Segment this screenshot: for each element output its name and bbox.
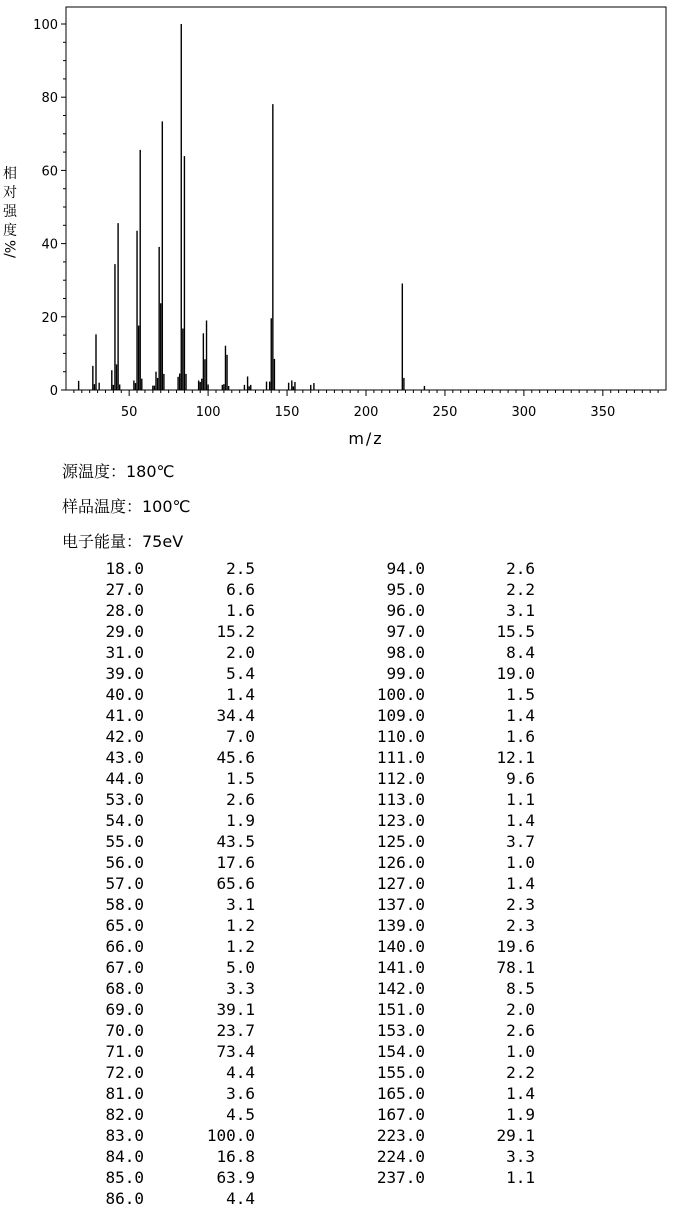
peak-intensity: 5.4 [226, 664, 255, 683]
peak-mz: 113.0 [376, 790, 425, 809]
peak-mz: 84.0 [105, 1147, 144, 1166]
peak-intensity: 78.1 [496, 958, 535, 977]
peak-intensity: 8.4 [506, 643, 535, 662]
peak-mz: 54.0 [105, 811, 144, 830]
peak-mz: 126.0 [376, 853, 425, 872]
peak-intensity: 2.2 [506, 1063, 535, 1082]
peak-intensity: 2.3 [506, 916, 535, 935]
peak-mz: 28.0 [105, 601, 144, 620]
peak-mz: 137.0 [376, 895, 425, 914]
peak-mz: 67.0 [105, 958, 144, 977]
x-axis [74, 390, 658, 420]
peak-intensity: 63.9 [216, 1168, 255, 1187]
peak-intensity: 1.0 [506, 1042, 535, 1061]
peak-mz: 123.0 [376, 811, 425, 830]
peak-intensity: 29.1 [496, 1126, 535, 1145]
peak-intensity: 12.1 [496, 748, 535, 767]
peak-intensity: 16.8 [216, 1147, 255, 1166]
peak-intensity: 1.5 [226, 769, 255, 788]
x-tick-label: 100 [195, 405, 221, 420]
peak-intensity: 1.4 [506, 1084, 535, 1103]
peak-mz: 98.0 [386, 643, 425, 662]
peak-intensity: 1.6 [226, 601, 255, 620]
peak-intensity: 2.0 [506, 1000, 535, 1019]
y-axis [33, 18, 66, 399]
peak-mz: 151.0 [376, 1000, 425, 1019]
peak-mz: 142.0 [376, 979, 425, 998]
peak-intensity: 15.2 [216, 622, 255, 641]
peak-intensity: 1.4 [226, 685, 255, 704]
peak-mz: 39.0 [105, 664, 144, 683]
x-tick-label: 200 [353, 405, 379, 420]
peak-mz: 154.0 [376, 1042, 425, 1061]
peak-intensity: 3.6 [226, 1084, 255, 1103]
peak-intensity: 17.6 [216, 853, 255, 872]
peak-mz: 42.0 [105, 727, 144, 746]
y-tick-label: 60 [41, 164, 58, 180]
y-axis-label [1, 165, 18, 258]
peak-intensity: 1.4 [506, 706, 535, 725]
peak-mz: 155.0 [376, 1063, 425, 1082]
y-tick-label: 40 [41, 237, 58, 253]
x-tick-label: 250 [432, 405, 458, 420]
peak-mz: 96.0 [386, 601, 425, 620]
peak-intensity: 1.1 [506, 1168, 535, 1187]
peak-intensity: 1.9 [226, 811, 255, 830]
peak-mz: 53.0 [105, 790, 144, 809]
peak-mz: 27.0 [105, 580, 144, 599]
peak-mz: 68.0 [105, 979, 144, 998]
peak-mz: 71.0 [105, 1042, 144, 1061]
y-axis-label-char: 相 [3, 166, 17, 182]
peak-intensity: 1.9 [506, 1105, 535, 1124]
x-axis-label: m/z [348, 429, 384, 448]
peak-mz: 86.0 [105, 1189, 144, 1208]
peak-intensity: 19.0 [496, 664, 535, 683]
plot-frame [66, 7, 666, 390]
sample-temperature: 样品温度：100℃ [62, 497, 191, 516]
peak-mz: 112.0 [376, 769, 425, 788]
peak-mz: 99.0 [386, 664, 425, 683]
y-axis-label-char: 对 [3, 185, 17, 201]
peak-intensity: 2.5 [226, 559, 255, 578]
peak-intensity: 23.7 [216, 1021, 255, 1040]
y-tick-label: 0 [49, 384, 58, 399]
mass-spectrum-chart [0, 0, 680, 450]
peak-intensity: 3.1 [506, 601, 535, 620]
peak-mz: 94.0 [386, 559, 425, 578]
peak-mz: 141.0 [376, 958, 425, 977]
y-tick-label: 80 [41, 91, 58, 107]
peak-intensity: 34.4 [216, 706, 255, 725]
y-axis-label-char: 度 [3, 223, 17, 239]
peak-intensity: 1.1 [506, 790, 535, 809]
peak-intensity: 1.0 [506, 853, 535, 872]
source-temperature: 源温度：180℃ [62, 462, 175, 481]
peak-intensity: 19.6 [496, 937, 535, 956]
peak-mz: 127.0 [376, 874, 425, 893]
peak-mz: 29.0 [105, 622, 144, 641]
peak-intensity: 8.5 [506, 979, 535, 998]
peak-intensity: 3.3 [506, 1147, 535, 1166]
peak-intensity: 5.0 [226, 958, 255, 977]
peak-mz: 44.0 [105, 769, 144, 788]
peak-mz: 82.0 [105, 1105, 144, 1124]
peak-mz: 224.0 [376, 1147, 425, 1166]
peak-mz: 58.0 [105, 895, 144, 914]
peak-mz: 223.0 [376, 1126, 425, 1145]
peak-intensity: 1.5 [506, 685, 535, 704]
x-tick-label: 150 [274, 405, 300, 420]
peak-mz: 125.0 [376, 832, 425, 851]
peak-mz: 165.0 [376, 1084, 425, 1103]
peak-intensity: 2.0 [226, 643, 255, 662]
peak-mz: 153.0 [376, 1021, 425, 1040]
peak-mz: 18.0 [105, 559, 144, 578]
peak-mz: 167.0 [376, 1105, 425, 1124]
peak-intensity: 45.6 [216, 748, 255, 767]
peak-mz: 95.0 [386, 580, 425, 599]
peak-intensity: 1.2 [226, 937, 255, 956]
peak-intensity: 3.1 [226, 895, 255, 914]
peak-bars [79, 24, 425, 390]
peak-intensity: 15.5 [496, 622, 535, 641]
peak-mz: 81.0 [105, 1084, 144, 1103]
peak-intensity: 9.6 [506, 769, 535, 788]
y-axis-label-char: %/ [1, 239, 17, 259]
peak-mz: 110.0 [376, 727, 425, 746]
peak-intensity: 1.4 [506, 874, 535, 893]
peak-mz: 55.0 [105, 832, 144, 851]
peak-intensity: 100.0 [206, 1126, 255, 1145]
peak-mz: 83.0 [105, 1126, 144, 1145]
peak-mz: 70.0 [105, 1021, 144, 1040]
peak-intensity: 1.6 [506, 727, 535, 746]
peak-intensity: 3.3 [226, 979, 255, 998]
peak-intensity: 2.6 [506, 559, 535, 578]
peak-intensity: 4.4 [226, 1189, 255, 1208]
peak-mz: 72.0 [105, 1063, 144, 1082]
peak-intensity: 4.4 [226, 1063, 255, 1082]
peak-mz: 85.0 [105, 1168, 144, 1187]
peak-mz: 69.0 [105, 1000, 144, 1019]
peak-mz: 100.0 [376, 685, 425, 704]
electron-energy: 电子能量：75eV [62, 532, 184, 551]
peak-mz: 56.0 [105, 853, 144, 872]
peak-intensity: 6.6 [226, 580, 255, 599]
peak-intensity: 3.7 [506, 832, 535, 851]
y-axis-label-char: 强 [3, 204, 17, 220]
peak-mz: 139.0 [376, 916, 425, 935]
peak-mz: 41.0 [105, 706, 144, 725]
x-tick-label: 300 [511, 405, 537, 420]
peak-mz: 109.0 [376, 706, 425, 725]
peak-mz: 66.0 [105, 937, 144, 956]
peak-intensity: 2.6 [226, 790, 255, 809]
peak-mz: 43.0 [105, 748, 144, 767]
peak-mz: 140.0 [376, 937, 425, 956]
x-tick-label: 350 [590, 405, 616, 420]
peak-mz: 57.0 [105, 874, 144, 893]
peak-intensity: 65.6 [216, 874, 255, 893]
peak-intensity: 1.2 [226, 916, 255, 935]
peak-intensity: 1.4 [506, 811, 535, 830]
peak-intensity: 73.4 [216, 1042, 255, 1061]
peak-intensity: 2.2 [506, 580, 535, 599]
peak-intensity: 4.5 [226, 1105, 255, 1124]
peak-mz: 40.0 [105, 685, 144, 704]
peak-intensity: 2.3 [506, 895, 535, 914]
peak-intensity: 43.5 [216, 832, 255, 851]
peak-intensity: 7.0 [226, 727, 255, 746]
peak-mz: 65.0 [105, 916, 144, 935]
peak-intensity: 39.1 [216, 1000, 255, 1019]
peak-mz: 237.0 [376, 1168, 425, 1187]
x-tick-label: 50 [120, 405, 138, 420]
peak-intensity: 2.6 [506, 1021, 535, 1040]
peak-mz: 31.0 [105, 643, 144, 662]
y-tick-label: 20 [41, 310, 58, 326]
y-tick-label: 100 [33, 18, 58, 33]
peak-mz: 97.0 [386, 622, 425, 641]
peak-mz: 111.0 [376, 748, 425, 767]
